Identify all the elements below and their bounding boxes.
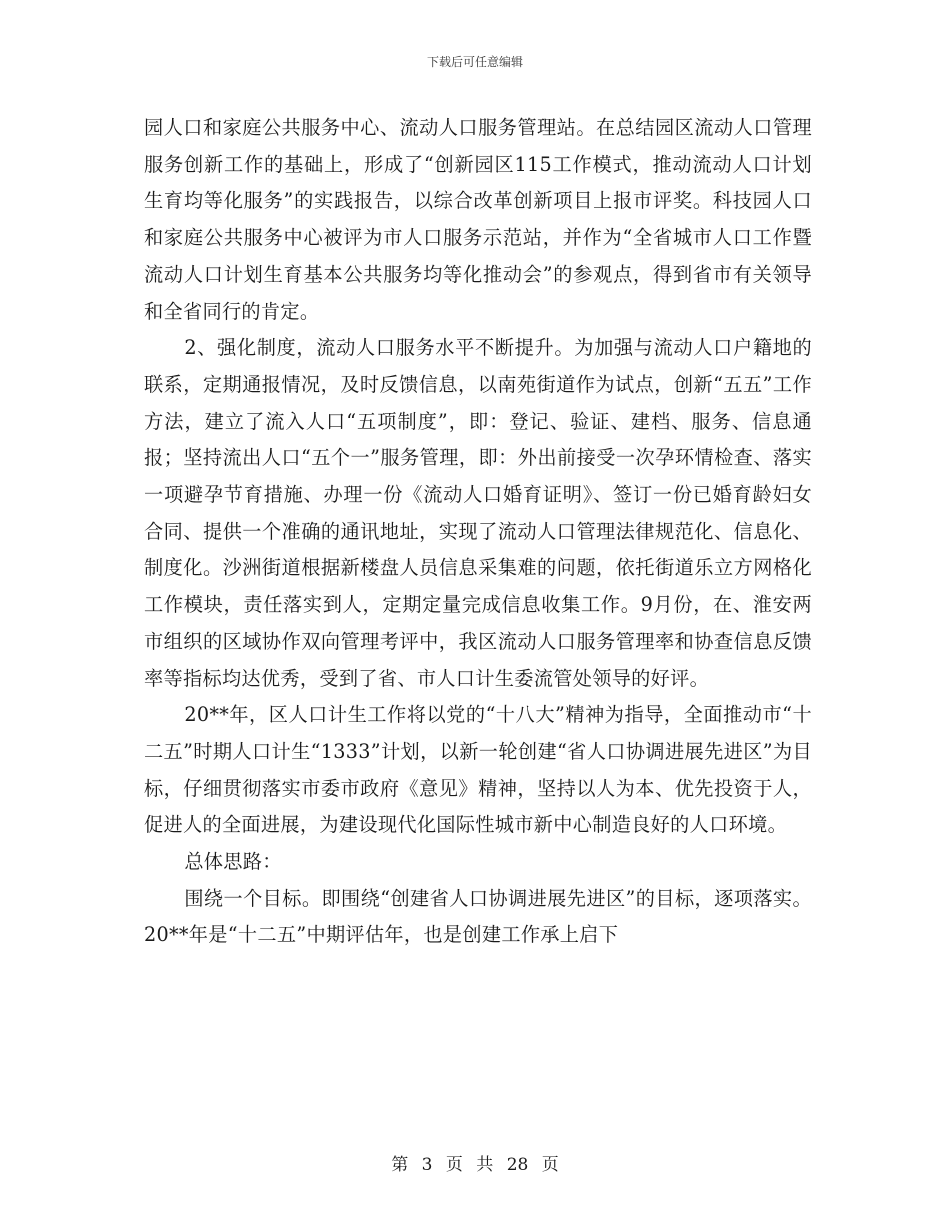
paragraph-1: 园人口和家庭公共服务中心、流动人口服务管理站。在总结园区流动人口管理服务创新工作的基础上，形成了“创新园区115工作模式，推动流动人口计划生育均等化服务”的实践报告，以综合改革创新项目上报市评奖。科技园人口和家庭公共服务中心被评为市人口服务示范站，并作为“全省城市人口工作暨流动人口计划生育基本公共服务均等化推动会”的参观点，得到省市有关领导和全省同行的肯定。 — [144, 116, 812, 323]
paragraph-4: 总体思路： — [184, 850, 282, 874]
paragraph-2: 2、强化制度，流动人口服务水平不断提升。为加强与流动人口户籍地的联系，定期通报情况，及时反馈信息，以南苑街道作为试点，创新“五五”工作方法，建立了流入人口“五项制度”，即：登记、验证、建档、服务、信息通报；坚持流出人口“五个一”服务管理，即：外出前接受一次孕环情检查、落实一项避孕节育措施、办理一份《流动人口婚育证明》、签订一份已婚育龄妇女合同、提供一个准确的通讯地址，实现了流动人口管理法律规范化、信息化、制度化。沙洲街道根据新楼盘人员信息采集难的问题，依托街道乐立方网格化工作模块，责任落实到人，定期定量完成信息收集工作。9月份，在、淮安两市组织的区域协作双向管理考评中，我区流动人口服务管理率和协查信息反馈率等指标均达优秀，受到了省、市人口计生委流管处领导的好评。 — [144, 336, 812, 690]
paragraph-5: 围绕一个目标。即围绕“创建省人口协调进展先进区”的目标，逐项落实。20**年是“十二五”中期评估年，也是创建工作承上启下 — [144, 886, 812, 947]
page-header: 下载后可任意编辑 — [426, 55, 523, 69]
document-body — [144, 110, 812, 954]
page-footer: 第 3 页 共 28 页 — [391, 1155, 559, 1175]
paragraph-3: 20**年，区人口计生工作将以党的“十八大”精神为指导，全面推动市“十二五”时期人口计生“1333”计划，以新一轮创建“省人口协调进展先进区”为目标，仔细贯彻落实市委市政府《意见》精神，坚持以人为本、优先投资于人，促进人的全面进展，为建设现代化国际性城市新中心制造良好的人口环境。 — [144, 703, 812, 837]
